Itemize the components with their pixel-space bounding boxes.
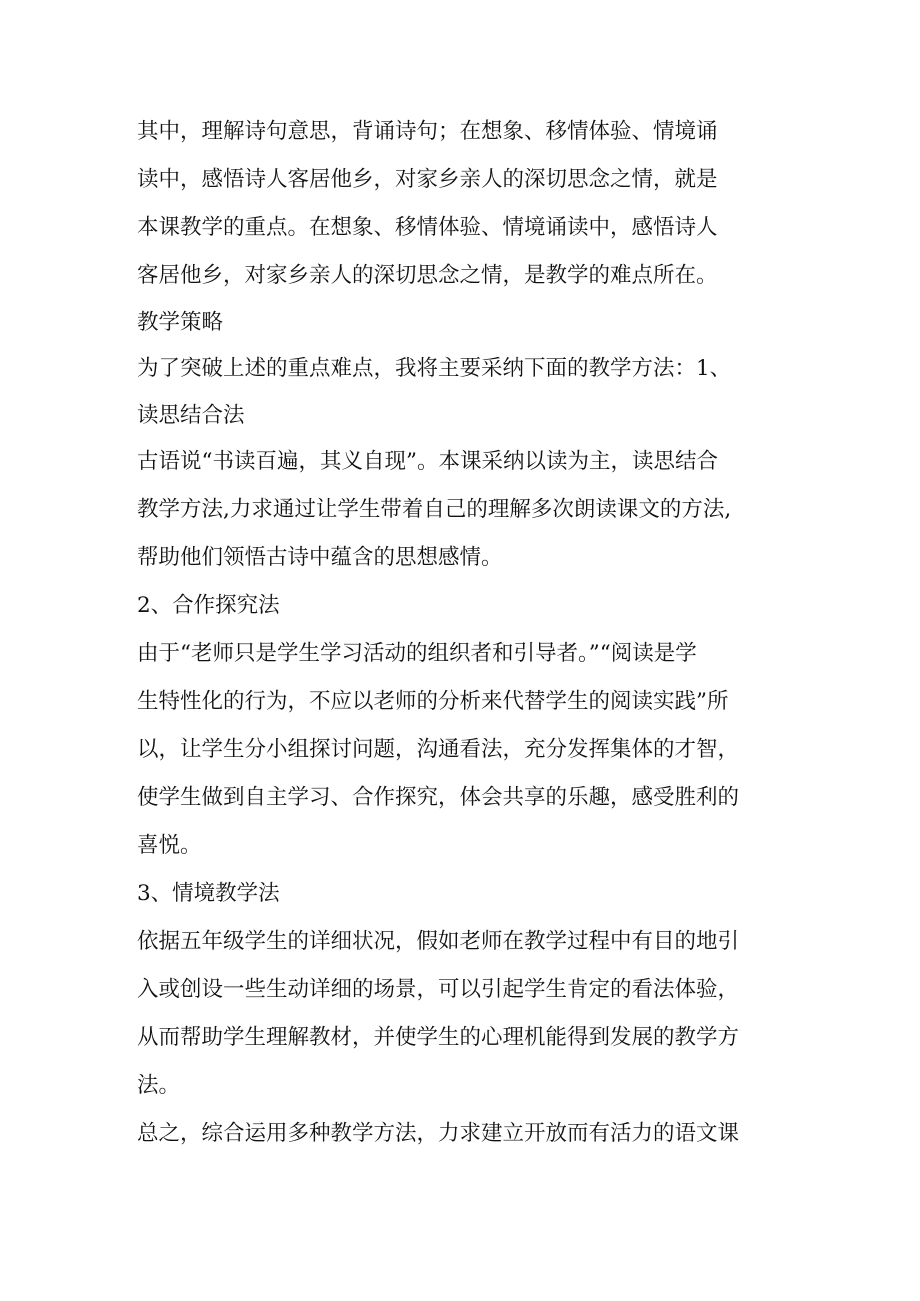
text-line: 法。: [137, 1073, 181, 1098]
text-line: 帮助他们领悟古诗中蕴含的思想感情。: [137, 545, 503, 570]
text-line: 以，让学生分小组探讨问题，沟通看法，充分发挥集体的才智，: [137, 737, 740, 762]
text-line: 古语说“书读百遍，其义自现”。本课采纳以读为主，读思结合: [137, 449, 718, 474]
text-line: 从而帮助学生理解教材，并使学生的心理机能得到发展的教学方: [137, 1025, 740, 1050]
text-line: 其中，理解诗句意思，背诵诗句；在想象、移情体验、情境诵: [137, 119, 718, 144]
text-line: 入或创设一些生动详细的场景，可以引起学生肯定的看法体验，: [137, 977, 740, 1002]
text-line: 客居他乡，对家乡亲人的深切思念之情，是教学的难点所在。: [137, 263, 718, 288]
text-line: 生特性化的行为，不应以老师的分析来代替学生的阅读实践”所: [137, 689, 729, 714]
text-line: 总之，综合运用多种教学方法，力求建立开放而有活力的语文课: [137, 1121, 740, 1146]
text-line: 为了突破上述的重点难点，我将主要采纳下面的教学方法：1、: [137, 356, 732, 381]
text-line: 本课教学的重点。在想象、移情体验、情境诵读中，感悟诗人: [137, 215, 718, 240]
section-heading: 教学策略: [137, 310, 224, 335]
text-line: 使学生做到自主学习、合作探究，体会共享的乐趣，感受胜利的: [137, 785, 740, 810]
method-heading: 2、合作探究法: [137, 593, 280, 618]
text-line: 由于“老师只是学生学习活动的组织者和引导者。”“阅读是学: [137, 641, 697, 666]
text-line: 读中，感悟诗人客居他乡，对家乡亲人的深切思念之情，就是: [137, 167, 718, 192]
method-heading: 读思结合法: [137, 403, 245, 428]
text-line: 喜悦。: [137, 833, 202, 858]
method-heading: 3、情境教学法: [137, 881, 280, 906]
text-line: 依据五年级学生的详细状况，假如老师在教学过程中有目的地引: [137, 929, 740, 954]
document-body: [137, 108, 787, 1158]
text-line: 教学方法,力求通过让学生带着自己的理解多次朗读课文的方法,: [137, 497, 732, 522]
